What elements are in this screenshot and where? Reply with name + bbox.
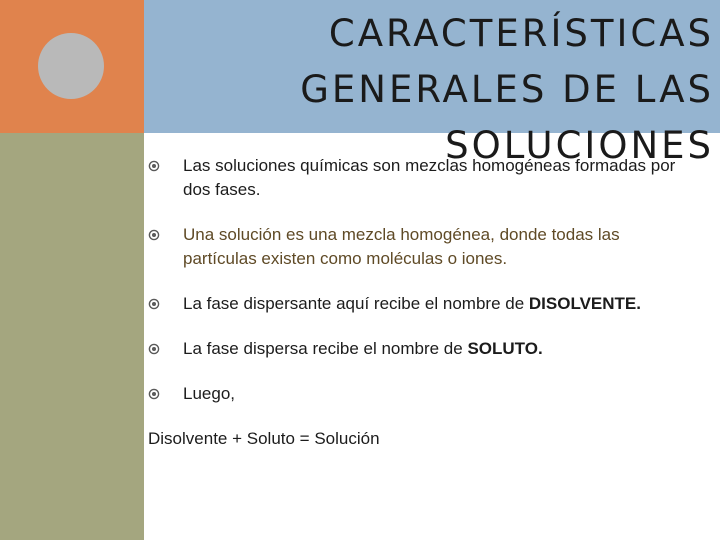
bullet-text: Luego, — [183, 384, 235, 403]
bullet-item — [148, 337, 688, 361]
ring-bullet-icon — [148, 343, 160, 355]
bullet-item — [148, 223, 688, 271]
ring-bullet-icon — [148, 298, 160, 310]
bullet-text: La fase dispersante aquí recibe el nombre de — [183, 294, 529, 313]
bullet-item — [148, 154, 688, 202]
bullet-item — [148, 292, 688, 316]
bullet-emphasis: SOLUTO. — [467, 339, 543, 358]
decorative-circle-icon — [38, 33, 104, 99]
bullet-text: Las soluciones químicas son mezclas homogéneas formadas por dos fases. — [183, 156, 676, 199]
slide-title: CARACTERÍSTICAS GENERALES DE LAS SOLUCIONES — [300, 12, 714, 167]
ring-bullet-icon — [148, 388, 160, 400]
bullet-text: La fase dispersa recibe el nombre de — [183, 339, 468, 358]
bullet-item — [148, 382, 688, 406]
ring-bullet-icon — [148, 229, 160, 241]
bullet-emphasis: DISOLVENTE. — [528, 294, 641, 313]
equation-line: Disolvente + Soluto = Solución — [148, 429, 380, 448]
ring-bullet-icon — [148, 160, 160, 172]
slide-content — [148, 154, 688, 451]
sidebar-bottom-panel — [0, 133, 144, 540]
title-band — [144, 0, 720, 167]
bullet-text: Una solución es una mezcla homogénea, donde todas las partículas existen como moléculas o iones. — [183, 225, 620, 268]
